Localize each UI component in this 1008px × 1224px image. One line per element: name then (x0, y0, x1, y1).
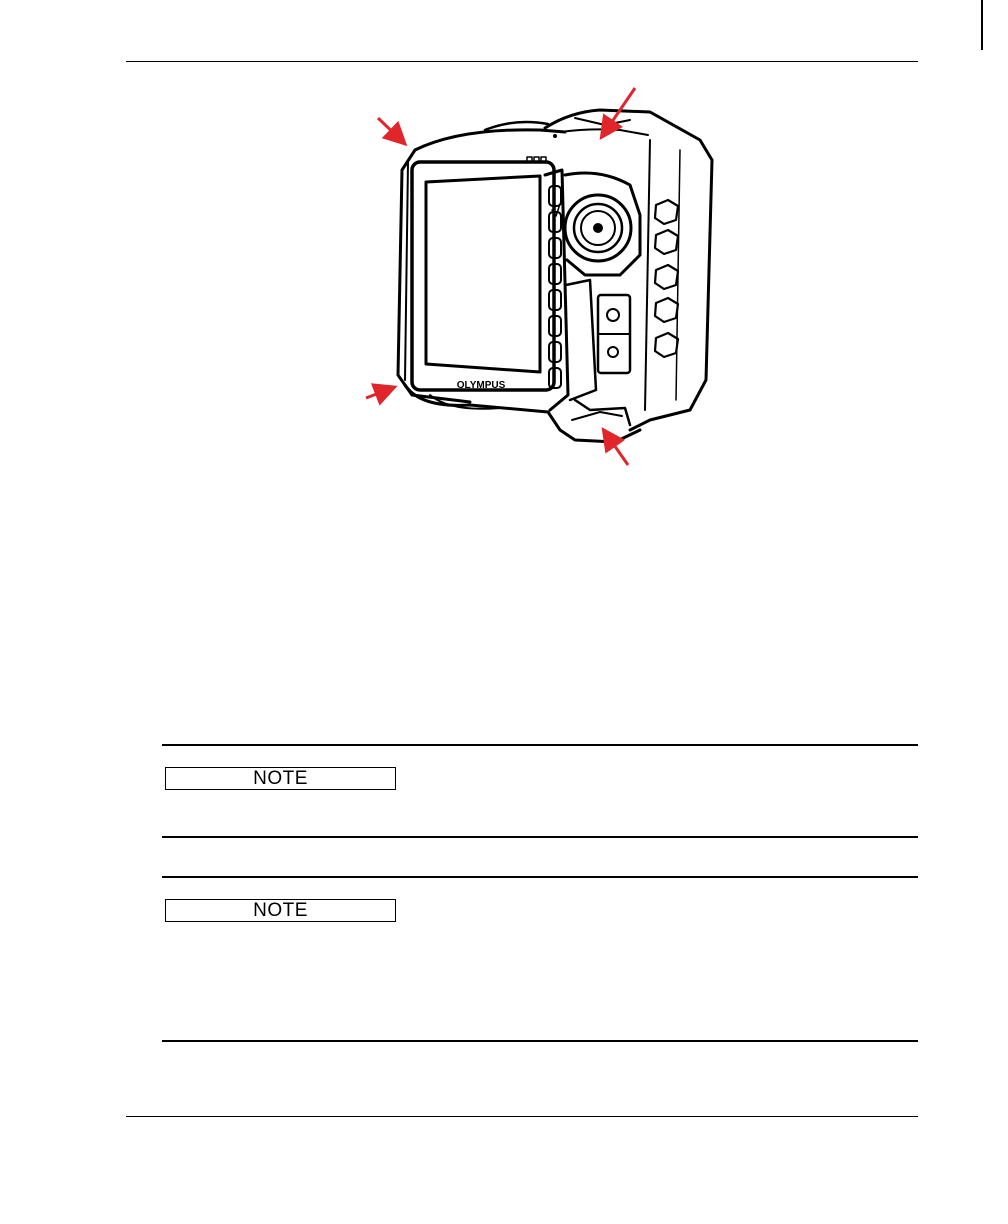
note-top-rule (162, 876, 918, 878)
note-top-rule (162, 744, 918, 746)
callout-arrow-icon (366, 388, 392, 398)
header-rule (126, 61, 918, 62)
note-label: NOTE (165, 899, 396, 922)
footer-rule (126, 1116, 918, 1117)
note-bottom-rule (162, 836, 918, 838)
device-logo: OLYMPUS (456, 380, 506, 391)
note-bottom-rule (162, 1040, 918, 1042)
note-label: NOTE (165, 767, 396, 790)
device-illustration-icon (340, 80, 740, 480)
callout-arrow-icon (378, 118, 403, 142)
page-edge-line (981, 0, 983, 50)
